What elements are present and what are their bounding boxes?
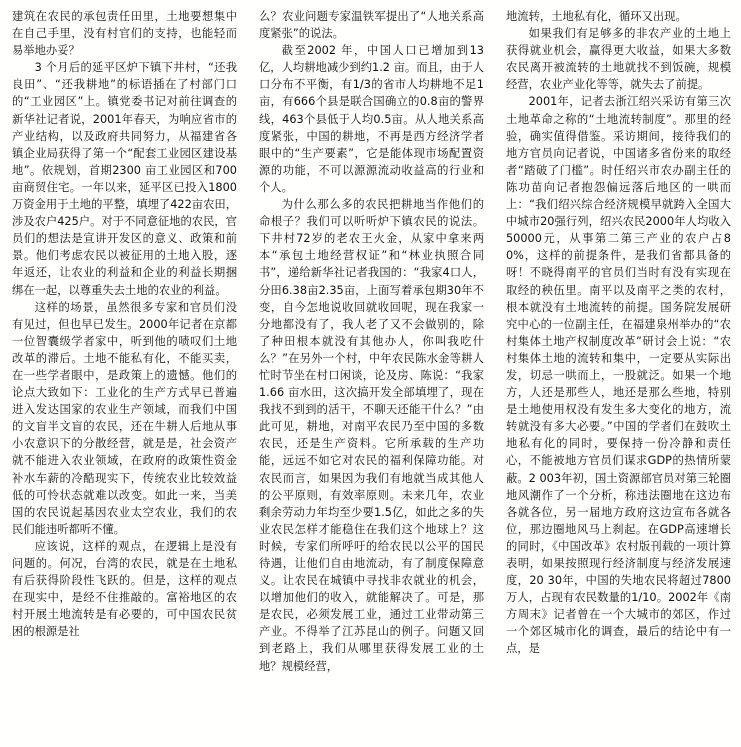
paragraph: 3 个月后的延平区炉下镇下井村，“还我良田”、“还我耕地”的标语插在了村部门口的“工业园区”上。镇党委书记对前往调查的新华社记者说，2001年春天，为响应省市的产业结构，以及政府共同努力，从福建省各镇企业局获得了第一个“配套工业园区建设基地”。依规划，首期2300 亩工业园区和700 亩商贸住宅。一年以来，延平区已投入1800万资金用于土地的平整，填埋了422亩农田，涉及农户425户。对于不同意征地的农民，官员们的想法是宣讲开发区的意义、政策和前景。他们考虑农民以被征用的土地入股，逐年返还，让农业的利益和企业的利益长期捆绑在一起，以尊重失去土地的农业的利益。: [12, 61, 237, 297]
paragraph: 地流转，土地私有化，循环又出现。: [506, 10, 687, 23]
paragraph: 么？农业问题专家温铁军提出了“人地关系高度紧张”的说法。: [259, 10, 484, 41]
text-column-1: [12, 8, 249, 741]
paragraph: 如果我们有足够多的非农产业的土地上获得就业机会，赢得更大收益，如果大多数农民离开被流转的土地就找不到饭碗，规模经营，农业产业化等等，就失去了前提。: [506, 27, 731, 92]
column-container: [12, 8, 731, 741]
paragraph: 这样的场景，虽然很多专家和官员们没有见过，但也早已发生。2000年记者在京都一位智囊级学者家中，听到他的啧叹们土地改革的滞后。土地不能私有化，不能买卖，在一些学者眼中，是政策上的遗憾。他们的论点大致如下：工业化的生产方式早已普遍进入发达国家的农业生产领域，而我们中国的文盲半文盲的农民，还在牛耕人后地从事小农意识下的分散经营，就是是，社会资产就不能进入农业领域，在政府的政策性资金补水车薪的冷酷现实下，传统农业比较效益低的可怜状态就难以改变。如此一来，当美国的农民说起基因农业太空农业，我们的农民们能违听都听不懂。: [12, 300, 237, 536]
paragraph: 应该说，这样的观点，在逻辑上是没有问题的。何况，台湾的农民，就是在土地私有后获得阶段性飞跃的。但是，这样的观点在现实中，是经不住推敲的。富裕地区的农村开展土地流转是有必要的，可中国农民贫困的根源是社: [12, 539, 237, 639]
paragraph: 2001年，记者去浙江绍兴采访有第三次土地革命之称的“土地流转制度”。那里的经验，确实值得借鉴。采访期间，接待我们的地方官员向记者说，中国诸多省份来的取经者“踏破了门槛”。时任绍兴市农办副主任的陈功苗向记者抱怨偏远落后地区的一哄而上：“我们绍兴综合经济规模早就跨入全国大中城市20强行列，绍兴农民2000年人均收入50000元，从事第二第三产业的农户占80%，这样的前提条件，是我们省都具备的呀！不晓得南平的官员们当时有没有实现在取经的秧伍里。南平以及南平之类的农村，根本就没有土地流转的前提。国务院发展研究中心的一位副主任，在福建泉州举办的“农村集体土地产权制度改革”研讨会上说：“农村集体土地的流转和集中，一定要从实际出发，切忌一哄而上，一股就泛。如果一个地方，人还是那些人，地还是那么些地，特别是土地使用权没有发生多大变化的地方，流转就没有多大必要。”中国的学者们在鼓吹土地私有化的同时，要保持一份冷静和责任心，不能被地方官员们谋求GDP的热情所蒙蔽。2 003年初，国土资源部官员对第三轮圈地风潮作了一个分析，称违法圈地在这边布各就各位，另一届地方政府这边宣布各就各位，那边圈地风马上刹起。在GDP高速增长的同时，《中国改革》农村版刊载的一项计算表明，如果按照现行经济制度与经济发展速度，20 30年，中国的失地农民将超过7800万人，占现有农民数量的1/10。2002年《南方周末》记者曾在一个大城市的郊区，作过一个郊区城市化的调查，最后的结论中有一点，是: [506, 95, 731, 656]
paragraph: 建筑在农民的承包责任田里，土地要想集中在自己手里，没有村官们的支持，也能轻而易举地办妥？: [12, 10, 237, 58]
text-column-2: [249, 8, 495, 741]
paragraph: 为什么那么多的农民把耕地当作他们的命根子？我们可以听听炉下镇农民的说法。下井村72岁的老农王火金，从家中拿来两本“承包土地经营权证”和“林业执照合同书”，递给新华社记者我国的：“我家4口人，分田6.38亩2.35亩，上面写着承包期30年不变，自今怎地说收回就收回呢，现在我家一分地都没有了，我人老了又不会做别的，除了种田根本就没有其他办人，你叫我吃什么？”在另外一个村，中年农民陈水金等耕人忙时节坐在村口闲谈，论及房、陈说：“我家1.66 亩水田，这次搞开发全部填埋了，现在我找不到到的活干，不聊天还能干什么？”由此可见，耕地，对南平农民乃至中国的多数农民，还是生产资料。它所承载的生产功能，远远不如它对农民的福利保障功能。对农民而言，如果因为我们有地就当成其他人的公平原则，有效率原则。未来几年，农业剩余劳动力年均至少要1.5亿，如此之多的失业农民怎样才能稳住在我们这个地球上？这时候，专家们所呼吁的给农民以公平的国民待遇，让他们自由地流动，有了制度保障意义。让农民在城镇中寻找非农就业的机会，以增加他们的收入，就能解决了。可是，那是农民，必须发展工业，通过工业带动第三产业。不得举了江苏昆山的例子。问题又回到老路上，我们从哪里获得发展工业的土地？规模经营，: [259, 198, 484, 673]
paragraph: 截至2002 年，中国人口已增加到13亿，人均耕地减少到约1.2 亩。而且，由于人口分布不平衡，有1/3的省市人均耕地不足1亩，有666个县是联合国确立的0.8亩的警界线，463个县低于人均0.5亩。从人地关系高度紧张，中国的耕地，不再是西方经济学者眼中的“生产要素”，它是能体现市场配置资源的功能，不可以源源流动收益高的行业和个人。: [259, 44, 484, 194]
text-column-3: [495, 8, 731, 741]
